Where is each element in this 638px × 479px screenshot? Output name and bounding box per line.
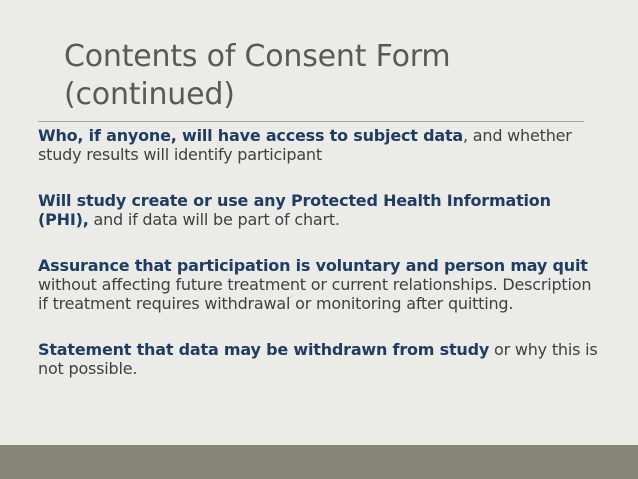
slide-title-line-1: Contents of Consent Form [64,39,451,74]
paragraph-access-text: , and whether study results will identify participant [38,126,572,164]
paragraph-withdrawal [38,340,598,378]
paragraph-withdrawal-text: or why this is not possible. [38,340,598,378]
paragraph-voluntary [38,256,598,313]
paragraph-phi-bold: Will study create or use any Protected Health Information (PHI), [38,191,551,229]
footer-bar [0,445,638,479]
paragraph-withdrawal-bold: Statement that data may be withdrawn from study [38,340,490,359]
paragraph-access [38,126,598,164]
paragraph-voluntary-bold: Assurance that participation is voluntary and person may quit [38,256,588,275]
paragraph-phi-text: and if data will be part of chart. [88,210,340,229]
slide-content [38,126,598,405]
slide-title [64,38,584,114]
paragraph-access-bold: Who, if anyone, will have access to subject data [38,126,463,145]
paragraph-voluntary-text: without affecting future treatment or current relationships. Description if treatment requires withdrawal or monitoring after quitting. [38,275,592,313]
title-divider [38,121,584,122]
slide-title-line-2: (continued) [64,77,235,112]
paragraph-phi [38,191,598,229]
